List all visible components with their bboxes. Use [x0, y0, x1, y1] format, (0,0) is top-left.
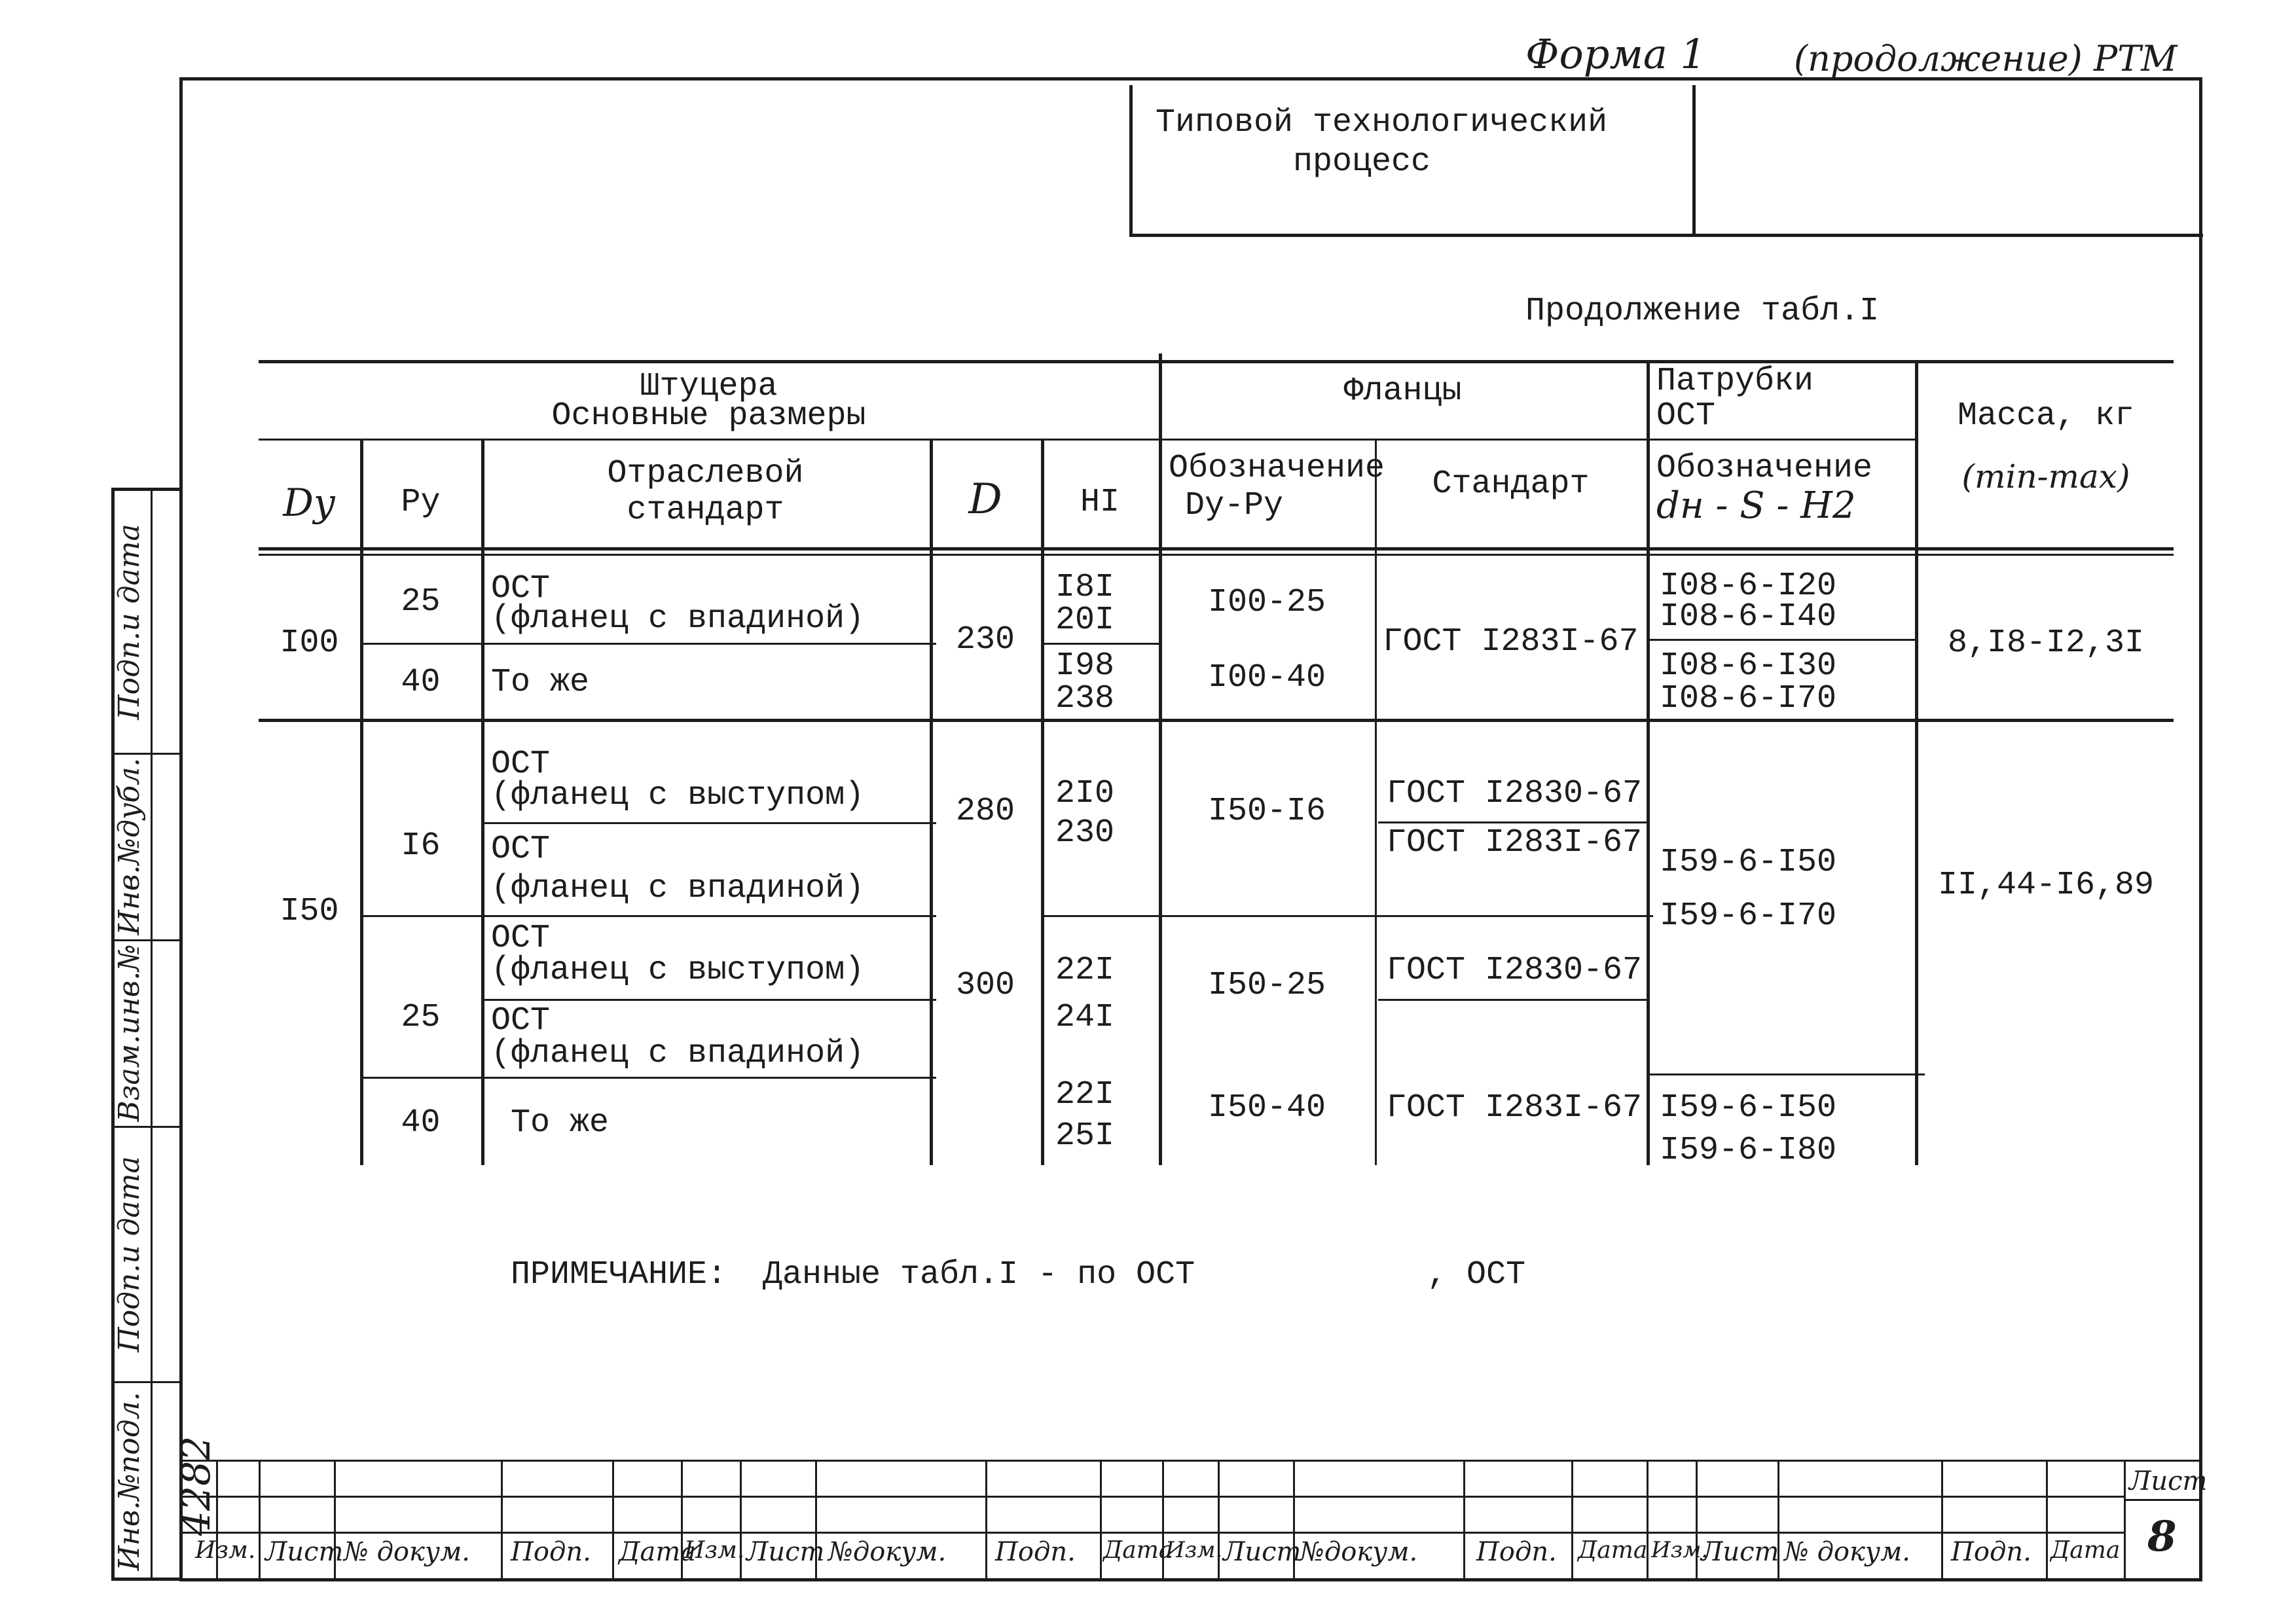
cell-pipe-a2: I08-6-I40 — [1660, 598, 1837, 636]
cell-std-c1: ОСТ — [491, 746, 551, 783]
cell-std-a2: (фланец с впадиной) — [491, 600, 865, 638]
cell-h-221a: 22I — [1055, 952, 1115, 989]
header-pipes-2: ОСТ — [1656, 397, 1716, 435]
side-inv-dubl: Инв.№дубл. — [113, 757, 146, 935]
cell-py-25a: 25 — [401, 583, 441, 621]
col-line-desig — [1375, 439, 1377, 1165]
header-h1: HI — [1080, 484, 1120, 521]
cell-std-c2: (фланец с выступом) — [491, 777, 865, 814]
col-line-h — [1159, 353, 1162, 1165]
bs-data-4: Дата — [2050, 1537, 2121, 1564]
cell-h-230: 230 — [1055, 814, 1115, 852]
cell-mass-b: II,44-I6,89 — [1937, 867, 2155, 904]
row-line-16-end — [360, 915, 936, 917]
header-pipe-desig-1: Обозначение — [1656, 450, 1873, 487]
bs-list-3: Лист — [1223, 1537, 1302, 1567]
side-handwritten-number: 4282 — [173, 1435, 219, 1536]
row-line-100-25 — [360, 643, 936, 645]
bs-izm-2: Изм. — [684, 1537, 745, 1564]
cell-h-241: 24I — [1055, 999, 1115, 1036]
header-d: D — [968, 475, 1002, 524]
header-fittings-1: Штуцера — [640, 368, 778, 405]
cell-std-a1: ОСТ — [491, 570, 551, 607]
cell-h-181: I8I — [1055, 569, 1115, 606]
row-line-16-end-2 — [1041, 915, 1653, 917]
header-flanges: Фланцы — [1343, 372, 1462, 410]
cell-gost-12831-b: ГОСТ I283I-67 — [1387, 824, 1643, 861]
cell-h-251: 25I — [1055, 1117, 1115, 1155]
bs-v-19 — [1941, 1460, 1943, 1581]
cell-h-198: I98 — [1055, 647, 1115, 685]
cell-d-230: 230 — [955, 621, 1015, 659]
cell-std-d2: (фланец с впадиной) — [491, 870, 865, 907]
bs-v-15 — [1571, 1460, 1573, 1581]
bs-doc-4: № докум. — [1784, 1537, 1910, 1567]
title-box-divider — [1692, 85, 1696, 237]
bs-izm-1: Изм. — [195, 1537, 256, 1564]
row-line-25-end — [360, 1077, 936, 1079]
cell-pipe-c1: I59-6-I50 — [1660, 1089, 1837, 1127]
cell-desig-100-25: I00-25 — [1207, 584, 1326, 621]
cell-std-d1: ОСТ — [491, 831, 551, 868]
header-dy: Dу — [283, 480, 336, 525]
header-sub-line — [259, 439, 1915, 441]
bs-list-2: Лист — [746, 1537, 825, 1567]
title-line-1: Типовой технологический — [1156, 104, 1608, 141]
cell-h-221b: 22I — [1055, 1076, 1115, 1113]
bs-list-4: Лист — [1701, 1537, 1779, 1567]
cell-py-16: I6 — [401, 827, 441, 865]
row-line-100-pipe — [1650, 639, 1918, 641]
bs-v-21 — [2124, 1460, 2126, 1581]
side-stamp-inner-line — [151, 488, 153, 1581]
header-desig-1: Обозначение — [1169, 450, 1385, 487]
cell-gost-12831-a: ГОСТ I283I-67 — [1383, 623, 1639, 660]
cell-desig-100-40: I00-40 — [1207, 659, 1326, 696]
bs-doc-2: №докум. — [828, 1537, 947, 1567]
bottom-stamp-mid-2 — [183, 1532, 2124, 1534]
note-label: ПРИМЕЧАНИЕ: — [511, 1256, 727, 1293]
row-line-16-std — [484, 822, 936, 824]
cell-pipe-b1: I59-6-I50 — [1660, 844, 1837, 881]
cell-py-40a: 40 — [401, 664, 441, 701]
side-stamp-sep-3 — [111, 1126, 183, 1128]
bs-v-9 — [985, 1460, 987, 1581]
bs-v-4 — [501, 1460, 503, 1581]
side-inv-podl: Инв.№подл. — [113, 1392, 146, 1571]
cell-pipe-a1: I08-6-I20 — [1660, 568, 1837, 605]
bs-izm-4: Изм. — [1651, 1537, 1709, 1563]
bs-izm-3: Изм. — [1165, 1537, 1223, 1563]
bottom-stamp-mid — [183, 1496, 2124, 1498]
bs-doc-3: №докум. — [1300, 1537, 1418, 1567]
bs-v-10 — [1100, 1460, 1102, 1581]
cell-std-e2: (фланец с выступом) — [491, 952, 865, 989]
header-bottom-line-2 — [259, 554, 2174, 556]
row-line-100-end — [259, 719, 2174, 722]
cell-h-201: 20I — [1055, 602, 1115, 639]
cell-desig-150-16: I50-I6 — [1207, 793, 1326, 830]
form-label: Форма 1 — [1525, 30, 1707, 78]
cell-gost-12830-b: ГОСТ I2830-67 — [1387, 952, 1643, 989]
cell-d-280: 280 — [955, 793, 1015, 830]
bottom-stamp-top — [183, 1460, 2202, 1462]
cell-d-300: 300 — [955, 967, 1015, 1004]
bs-v-14 — [1463, 1460, 1465, 1581]
cell-std-e1: ОСТ — [491, 920, 551, 957]
cell-h-210: 2I0 — [1055, 775, 1115, 812]
header-pipe-desig-2: dн - S - H2 — [1656, 484, 1856, 527]
cell-std-b: То же — [491, 664, 590, 701]
header-mass-2: (min-max) — [1961, 458, 2130, 496]
bs-podp-1: Подп. — [511, 1537, 591, 1567]
bs-sheet-label: Лист — [2129, 1466, 2208, 1496]
cell-pipe-a3: I08-6-I30 — [1660, 647, 1837, 685]
row-line-100-25-h — [1041, 643, 1162, 645]
bs-v-5 — [612, 1460, 614, 1581]
cell-desig-150-40: I50-40 — [1207, 1089, 1326, 1127]
header-std-2: стандарт — [627, 492, 784, 529]
bs-data-1: Дата — [619, 1537, 697, 1567]
bs-sheet-sep — [2124, 1499, 2202, 1501]
bs-podp-2: Подп. — [995, 1537, 1076, 1567]
bs-sheet-number: 8 — [2147, 1512, 2177, 1561]
cell-desig-150-25: I50-25 — [1207, 967, 1326, 1004]
table-caption: Продолжение табл.I — [1525, 293, 1880, 330]
cell-pipe-b2: I59-6-I70 — [1660, 897, 1837, 935]
bs-data-3: Дата — [1578, 1537, 1648, 1564]
cell-std-f2: (фланец с впадиной) — [491, 1035, 865, 1072]
bs-v-2 — [259, 1460, 261, 1581]
bs-data-2: Дата — [1103, 1537, 1173, 1564]
row-line-25-gost — [1378, 999, 1650, 1001]
cell-mass-a: 8,I8-I2,3I — [1947, 624, 2145, 662]
side-podp-data-top: Подп.и дата — [113, 524, 146, 720]
title-line-2: процесс — [1293, 143, 1431, 181]
note-text: Данные табл.I - по ОСТ — [763, 1256, 1195, 1293]
header-standard: Стандарт — [1432, 465, 1590, 503]
cell-py-40b: 40 — [401, 1104, 441, 1142]
cell-gost-12831-c: ГОСТ I283I-67 — [1387, 1089, 1643, 1127]
header-fittings-2: Основные размеры — [551, 397, 866, 435]
header-mass-1: Масса, кг — [1957, 397, 2135, 435]
header-py: Ру — [401, 484, 441, 521]
cell-dy-150: I50 — [280, 893, 339, 930]
cell-std-g: То же — [511, 1104, 610, 1142]
header-std-1: Отраслевой — [607, 455, 804, 492]
table-top-line — [259, 360, 2174, 363]
col-line-py — [481, 439, 484, 1165]
cell-py-25b: 25 — [401, 999, 441, 1036]
continuation-label: (продолжение) РТМ — [1794, 38, 2178, 79]
header-desig-2: Dу-Ру — [1185, 487, 1284, 524]
bs-podp-4: Подп. — [1951, 1537, 2032, 1567]
cell-gost-12830-a: ГОСТ I2830-67 — [1387, 775, 1643, 812]
bs-v-20 — [2046, 1460, 2048, 1581]
cell-pipe-a4: I08-6-I70 — [1660, 680, 1837, 717]
cell-dy-100: I00 — [280, 624, 339, 662]
col-line-dy — [360, 439, 363, 1165]
cell-h-238: 238 — [1055, 680, 1115, 717]
header-pipes-1: Патрубки — [1656, 363, 1814, 400]
row-line-16-gost — [1378, 821, 1650, 823]
row-line-pipe-split — [1650, 1074, 1925, 1075]
side-vzam-inv: Взам.инв.№ — [113, 944, 146, 1122]
note-tail: , ОСТ — [1427, 1256, 1526, 1293]
col-line-d — [1041, 439, 1044, 1165]
bs-doc-1: № докум. — [344, 1537, 470, 1567]
header-bottom-line — [259, 547, 2174, 550]
col-line-gost — [1647, 360, 1650, 1165]
cell-std-f1: ОСТ — [491, 1002, 551, 1039]
bs-podp-3: Подп. — [1476, 1537, 1557, 1567]
cell-pipe-c2: I59-6-I80 — [1660, 1132, 1837, 1169]
bs-list-1: Лист — [265, 1537, 344, 1567]
side-podp-data-bottom: Подп.и дата — [113, 1156, 146, 1352]
row-line-25-std — [484, 999, 936, 1001]
